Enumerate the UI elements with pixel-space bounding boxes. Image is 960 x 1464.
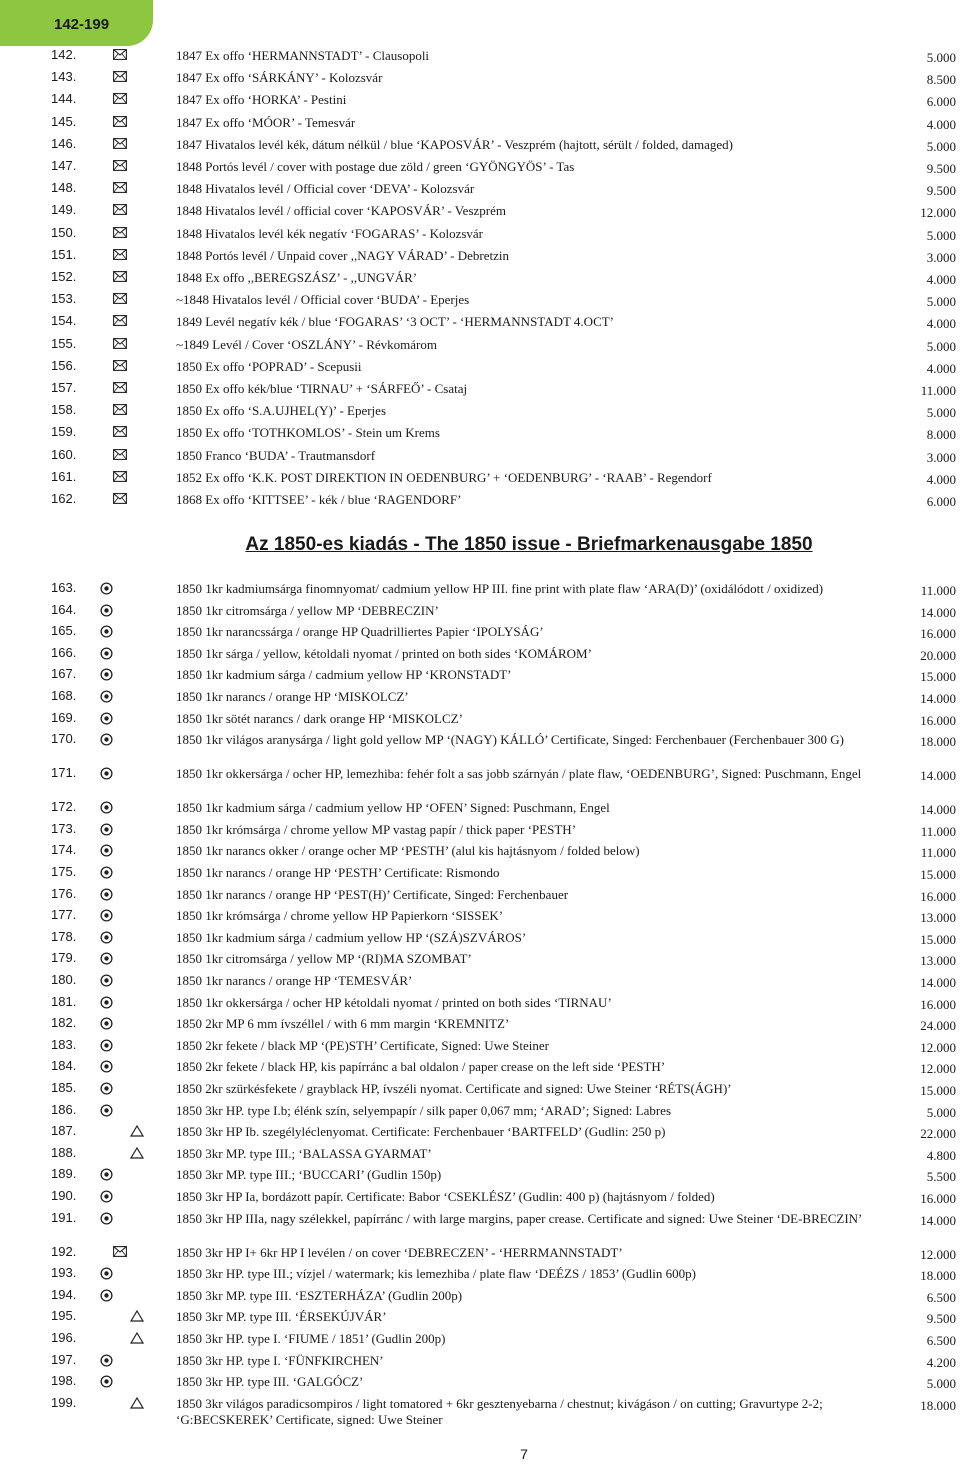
lot-row [0,48,960,70]
lot-number: 159. [51,424,77,440]
envelope-icon [113,204,129,217]
envelope-icon [113,382,129,395]
lot-price: 9.500 [926,183,956,199]
lot-row [0,337,960,359]
lot-description: 1850 3kr MP. type III. ‘ESZTERHÁZA’ (Gudlin 200p) [176,1287,463,1303]
lot-number: 181. [51,993,77,1009]
lot-number: 145. [51,113,77,129]
unused-triangle-icon [130,1125,146,1138]
lot-number: 165. [51,623,77,639]
lot-price: 3.000 [926,449,956,465]
lot-row [0,822,960,844]
lot-price: 15.000 [920,669,956,685]
lot-price: 15.000 [920,867,956,882]
lot-number: 153. [51,291,77,307]
postmark-circle-icon [100,604,116,617]
envelope-icon [113,227,129,240]
unused-triangle-icon [130,1332,146,1345]
lot-number: 180. [51,972,77,987]
lot-price: 5.000 [926,138,956,154]
lot-description: 1850 1kr kadmium sárga / cadmium yellow HP ‘(SZÁ)SZVÁROS’ [176,929,527,945]
lot-number: 176. [51,885,77,901]
postmark-circle-icon [100,996,116,1009]
lot-description: 1848 Hivatalos levél / official cover ‘KAPOSVÁR’ - Veszprém [176,203,506,219]
lot-description: 1848 Portós levél / cover with postage due zöld / green ‘GYÖNGYÖS’ - Tas [176,159,575,174]
lot-number: 155. [51,335,77,351]
lot-description: 1850 1kr narancs / orange HP ‘PESTH’ Certificate: Rismondo [176,865,500,880]
lot-number: 183. [51,1036,77,1052]
lot-number: 172. [51,799,77,815]
lot-row [0,203,960,225]
envelope-icon [113,426,129,439]
lot-row [0,448,960,470]
lot-row [0,603,960,625]
lot-price: 4.800 [926,1147,956,1163]
lot-price: 11.000 [920,823,956,839]
lot-row [0,667,960,689]
lot-price: 5.000 [926,50,956,65]
envelope-icon [113,182,129,195]
lot-description: 1850 3kr HP. type III. ‘GALGÓCZ’ [176,1374,364,1390]
postmark-circle-icon [100,1168,116,1181]
lot-number: 178. [51,928,77,944]
lot-description: 1850 1kr kadmium sárga / cadmium yellow HP ‘OFEN’ Signed: Puschmann, Engel [176,800,610,816]
lot-price: 5.000 [926,227,956,243]
lot-price: 14.000 [920,768,956,784]
lot-row [0,1245,960,1267]
unused-triangle-icon [130,1310,146,1323]
lot-price: 5.000 [926,338,956,354]
lot-price: 3.000 [926,249,956,265]
lot-description: 1850 1kr narancssárga / orange HP Quadrilliertes Papier ‘IPOLYSÁG’ [176,624,544,640]
lot-description: 1850 2kr fekete / black MP ‘(PE)STH’ Certificate, Signed: Uwe Steiner [176,1037,549,1053]
lot-row [0,843,960,865]
lot-row [0,359,960,381]
page-number: 7 [520,1446,528,1462]
lot-description: 1850 3kr HP. type I. ‘FÜNFKIRCHEN’ [176,1352,384,1368]
lot-row [0,887,960,909]
lot-number: 162. [51,491,77,506]
lot-number: 179. [51,950,77,966]
postmark-circle-icon [100,668,116,681]
postmark-circle-icon [100,888,116,901]
lot-row [0,92,960,114]
envelope-icon [113,1246,129,1259]
lot-price: 11.000 [920,583,956,598]
lot-row [0,973,960,995]
lot-row [0,1103,960,1125]
lot-row [0,766,960,800]
lot-description: 1850 2kr MP 6 mm ívszéllel / with 6 mm margin ‘KREMNITZ’ [176,1016,510,1032]
lot-price: 11.000 [920,845,956,861]
lot-number: 169. [51,709,77,725]
lot-description: 1850 3kr HP. type III.; vízjel / watermark; kis lemezhiba / plate flaw ‘DEÉZS / 1853’ (Gudlin 600p) [176,1266,696,1282]
lot-number: 189. [51,1166,77,1182]
lot-row [0,1016,960,1038]
lot-description: 1850 Franco ‘BUDA’ - Trautmansdorf [176,447,376,463]
lot-price: 14.000 [920,802,956,818]
lot-price: 15.000 [920,931,956,947]
lot-row [0,270,960,292]
lot-description: 1850 3kr HP. type I.b; élénk szín, selyempapír / silk paper 0,067 mm; ‘ARAD’; Signed: Labres [176,1102,672,1118]
lot-price: 6.000 [926,94,956,110]
lot-price: 16.000 [920,626,956,642]
lot-description: 1868 Ex offo ‘KITTSEE’ - kék / blue ‘RAGENDORF’ [176,492,462,507]
lot-number: 196. [51,1330,77,1345]
lot-description: 1847 Ex offo ‘HORKA’ - Pestini [176,92,347,108]
lot-description: 1847 Ex offo ‘SÁRKÁNY’ - Kolozsvár [176,70,383,86]
postmark-circle-icon [100,625,116,638]
lot-description: 1850 3kr MP. type III. ‘ÉRSEKÚJVÁR’ [176,1309,387,1325]
lot-number: 174. [51,842,77,858]
lot-description: 1850 1kr világos aranysárga / light gold yellow MP ‘(NAGY) KÁLLÓ’ Certificate, Singed: Ferchenbauer (Ferchenbauer 300 G) [176,732,844,748]
lot-price: 4.000 [926,471,956,487]
lot-number: 163. [51,580,77,595]
lot-description: 1850 1kr narancs / orange HP ‘MISKOLCZ’ [176,689,409,704]
lot-number: 194. [51,1286,77,1302]
lot-price: 12.000 [920,1039,956,1055]
lot-description: 1848 Hivatalos levél kék negatív ‘FOGARAS’ - Kolozsvár [176,225,484,241]
lot-number: 197. [51,1351,77,1367]
lot-price: 14.000 [920,691,956,706]
lot-row [0,1059,960,1081]
lot-price: 4.000 [926,316,956,332]
lot-number: 195. [51,1308,77,1324]
lot-price: 13.000 [920,953,956,969]
lot-number: 152. [51,269,77,284]
lot-row [0,292,960,314]
envelope-icon [113,493,129,506]
lot-row [0,70,960,92]
lot-description: 1848 Hivatalos levél / Official cover ‘DEVA’ - Kolozsvár [176,181,475,197]
lot-row [0,930,960,952]
lot-price: 9.500 [926,1311,956,1327]
lot-description: 1850 1kr sárga / yellow, kétoldali nyomat / printed on both sides ‘KOMÁROM’ [176,645,592,661]
lot-row [0,314,960,336]
lot-description: 1849 Levél negatív kék / blue ‘FOGARAS’ ‘3 OCT’ - ‘HERMANNSTADT 4.OCT’ [176,314,615,330]
lot-number: 193. [51,1265,77,1281]
lot-description: 1850 1kr krómsárga / chrome yellow MP vastag papír / thick paper ‘PESTH’ [176,821,577,837]
lot-row [0,1081,960,1103]
postmark-circle-icon [100,974,116,987]
lot-number: 166. [51,644,77,660]
postmark-circle-icon [100,1060,116,1073]
lot-price: 11.000 [920,383,956,398]
lot-description: 1850 Ex offo ‘POPRAD’ - Scepusii [176,358,362,374]
lot-number: 147. [51,158,77,173]
lot-row [0,689,960,711]
lot-price: 5.000 [926,1376,956,1392]
envelope-icon [113,293,129,306]
lot-row [0,646,960,668]
lot-row [0,711,960,733]
lot-row [0,1331,960,1353]
lot-price: 6.000 [926,494,956,509]
lot-row [0,137,960,159]
envelope-icon [113,138,129,151]
lot-description: 1847 Hivatalos levél kék, dátum nélkül / blue ‘KAPOSVÁR’ - Veszprém (hajtott, sérült / folded, damaged) [176,136,733,152]
lot-description: 1850 1kr sötét narancs / dark orange HP ‘MISKOLCZ’ [176,710,463,726]
lot-row [0,732,960,766]
lot-description: 1847 Ex offo ‘HERMANNSTADT’ - Clausopoli [176,48,430,63]
lot-number: 149. [51,202,77,218]
lot-price: 5.000 [926,1104,956,1120]
lot-number: 185. [51,1080,77,1095]
lot-description: 1850 1kr citromsárga / yellow MP ‘DEBRECZIN’ [176,602,439,618]
lot-number: 170. [51,731,77,747]
lot-row [0,908,960,930]
section-heading: Az 1850-es kiadás - The 1850 issue - Briefmarkenausgabe 1850 [245,534,813,555]
lot-row [0,1288,960,1310]
lot-row [0,1211,960,1245]
page-range-label: 142-199 [54,16,110,33]
lot-row [0,115,960,137]
lot-number: 199. [51,1394,77,1410]
lot-description: ~1849 Levél / Cover ‘OSZLÁNY’ - Révkomárom [176,336,437,352]
lot-price: 4.000 [926,116,956,132]
lot-price: 18.000 [920,1397,956,1413]
lot-description: 1850 Ex offo kék/blue ‘TIRNAU’ + ‘SÁRFEŐ’ - Csataj [176,381,468,396]
lot-price: 5.000 [926,405,956,421]
postmark-circle-icon [100,1289,116,1302]
lot-description: 1850 3kr HP I+ 6kr HP I levélen / on cover ‘DEBRECZEN’ - ‘HERRMANNSTADT’ [176,1244,623,1260]
lot-row [0,1396,960,1430]
lot-number: 186. [51,1101,77,1117]
lot-row [0,226,960,248]
lot-row [0,381,960,403]
postmark-circle-icon [100,866,116,879]
lot-description: 1850 3kr világos paradicsompiros / light tomatored + 6kr gesztenyebarna / chestnut; kivágáson / on cutting; Gravurtype 2-2; ‘G:BECSKEREK’ Certificate, signed: Uwe Steiner [176,1395,823,1427]
lot-row [0,159,960,181]
lot-description: 1852 Ex offo ‘K.K. POST DIREKTION IN OEDENBURG’ + ‘OEDENBURG’ - ‘RAAB’ - Regendorf [176,469,712,485]
envelope-icon [113,249,129,262]
lot-price: 20.000 [920,647,956,663]
lot-row [0,995,960,1017]
lot-number: 160. [51,446,77,462]
lot-row [0,1309,960,1331]
lot-number: 144. [51,91,77,107]
lot-price: 9.500 [926,161,956,176]
lot-price: 6.500 [926,1333,956,1348]
lot-description: 1850 1kr narancs / orange HP ‘PEST(H)’ Certificate, Singed: Ferchenbauer [176,886,569,902]
envelope-icon [113,160,129,173]
postmark-circle-icon [100,1104,116,1117]
lot-number: 167. [51,666,77,682]
lot-description: ~1848 Hivatalos levél / Official cover ‘BUDA’ - Eperjes [176,292,470,308]
lot-price: 4.000 [926,272,956,287]
lot-number: 198. [51,1373,77,1389]
lot-number: 158. [51,402,77,418]
envelope-icon [113,71,129,84]
lot-number: 168. [51,688,77,703]
lot-number: 148. [51,180,77,196]
lot-description: 1850 1kr narancs / orange HP ‘TEMESVÁR’ [176,973,413,988]
postmark-circle-icon [100,909,116,922]
lot-row [0,800,960,822]
lot-price: 18.000 [920,1268,956,1284]
envelope-icon [113,116,129,129]
lot-description: 1850 1kr kadmiumsárga finomnyomat/ cadmium yellow HP III. fine print with plate flaw ‘ARA(D)’ (oxidálódott / oxidized) [176,581,824,596]
lot-price: 12.000 [920,1246,956,1262]
lot-number: 157. [51,380,77,395]
postmark-circle-icon [100,1082,116,1095]
lot-description: 1848 Portós levél / Unpaid cover ,,NAGY VÁRAD’ - Debretzin [176,247,509,263]
postmark-circle-icon [100,1375,116,1388]
lot-row [0,1374,960,1396]
postmark-circle-icon [100,733,116,746]
lot-price: 16.000 [920,888,956,904]
lot-row [0,1124,960,1146]
lot-number: 175. [51,864,77,879]
postmark-circle-icon [100,712,116,725]
lot-number: 173. [51,820,77,836]
lot-price: 12.000 [920,1061,956,1077]
lot-row [0,581,960,603]
lot-price: 4.000 [926,360,956,376]
envelope-icon [113,315,129,328]
lot-row [0,1189,960,1211]
lot-description: 1850 2kr fekete / black HP, kis papírránc a bal oldalon / paper crease on the left side ‘PESTH’ [176,1059,666,1075]
lot-price: 14.000 [920,1212,956,1228]
envelope-icon [113,49,129,62]
lot-row [0,951,960,973]
postmark-circle-icon [100,1212,116,1225]
postmark-circle-icon [100,1039,116,1052]
lot-row [0,425,960,447]
page-range-tab [0,0,153,46]
postmark-circle-icon [100,823,116,836]
lot-price: 6.500 [926,1289,956,1305]
lot-price: 8.000 [926,427,956,443]
postmark-circle-icon [100,1354,116,1367]
lot-description: 1850 1kr citromsárga / yellow MP ‘(RI)MA SZOMBAT’ [176,951,472,967]
lot-description: 1850 Ex offo ‘S.A.UJHEL(Y)’ - Eperjes [176,403,386,419]
unused-triangle-icon [130,1147,146,1160]
lot-description: 1850 1kr okkersárga / ocher HP kétoldali nyomat / printed on both sides ‘TIRNAU’ [176,994,612,1010]
lot-price: 14.000 [920,975,956,990]
lot-price: 16.000 [920,996,956,1012]
postmark-circle-icon [100,952,116,965]
lot-description: 1850 1kr narancs okker / orange ocher MP ‘PESTH’ (alul kis hajtásnyom / folded below) [176,843,640,859]
lot-description: 1850 Ex offo ‘TOTHKOMLOS’ - Stein um Krems [176,425,440,441]
lot-price: 16.000 [920,712,956,728]
lot-price: 13.000 [920,910,956,926]
postmark-circle-icon [100,1017,116,1030]
lot-row [0,1266,960,1288]
lot-row [0,624,960,646]
lot-description: 1850 3kr HP IIIa, nagy szélekkel, papírránc / with large margins, paper crease. Certificate and signed: Uwe Steiner ‘DE-BRECZIN’ [176,1210,863,1226]
lot-price: 22.000 [920,1126,956,1142]
lot-price: 5.000 [926,294,956,310]
lot-description: 1850 2kr szürkésfekete / grayblack HP, ívszéli nyomat. Certificate and signed: Uwe Steiner ‘RÉTS(ÁGH)’ [176,1081,732,1096]
lot-number: 171. [51,765,77,781]
lot-description: 1850 3kr HP Ib. szegélyléclenyomat. Certificate: Ferchenbauer ‘BARTFELD’ (Gudlin: 250 p) [176,1124,666,1140]
lot-number: 191. [51,1209,77,1225]
lot-price: 5.500 [926,1169,956,1185]
lot-number: 182. [51,1015,77,1031]
lot-number: 161. [51,468,77,484]
lot-row [0,403,960,425]
postmark-circle-icon [100,582,116,595]
postmark-circle-icon [100,931,116,944]
lot-row [0,248,960,270]
lot-description: 1850 3kr MP. type III.; ‘BUCCARI’ (Gudlin 150p) [176,1167,442,1183]
lot-row [0,865,960,887]
lot-description: 1847 Ex offo ‘MÓOR’ - Temesvár [176,114,356,130]
postmark-circle-icon [100,767,116,780]
lot-description: 1850 3kr HP Ia, bordázott papír. Certificate: Babor ‘CSEKLÉSZ’ (Gudlin: 400 p) (hajtásnyom / folded) [176,1189,715,1204]
lot-number: 151. [51,246,77,262]
lot-row [0,470,960,492]
lot-description: 1850 3kr MP. type III.; ‘BALASSA GYARMAT’ [176,1145,432,1161]
envelope-icon [113,404,129,417]
lot-number: 156. [51,357,77,373]
lot-price: 18.000 [920,734,956,750]
lot-number: 190. [51,1188,77,1203]
lot-number: 146. [51,135,77,151]
lot-row [0,492,960,514]
envelope-icon [113,449,129,462]
lot-number: 177. [51,907,77,923]
lot-row [0,181,960,203]
envelope-icon [113,93,129,106]
lot-description: 1850 1kr okkersárga / ocher HP, lemezhiba: fehér folt a sas jobb szárnyán / plate flaw, ‘OEDENBURG’, Signed: Puschmann, Engel [176,766,862,782]
unused-triangle-icon [130,1397,146,1410]
lot-number: 150. [51,224,77,240]
lot-price: 16.000 [920,1191,956,1206]
lot-number: 192. [51,1243,77,1259]
lot-row [0,1146,960,1168]
lot-number: 187. [51,1123,77,1139]
lot-row [0,1167,960,1189]
lot-description: 1850 3kr HP. type I. ‘FIUME / 1851’ (Gudlin 200p) [176,1331,446,1346]
postmark-circle-icon [100,844,116,857]
lot-price: 15.000 [920,1083,956,1098]
postmark-circle-icon [100,647,116,660]
postmark-circle-icon [100,690,116,703]
lot-description: 1850 1kr krómsárga / chrome yellow HP Papierkorn ‘SISSEK’ [176,908,504,924]
lot-number: 184. [51,1058,77,1074]
lot-price: 24.000 [920,1018,956,1034]
envelope-icon [113,360,129,373]
lot-price: 12.000 [920,205,956,221]
lot-number: 143. [51,69,77,85]
lot-row [0,1353,960,1375]
lot-price: 4.200 [926,1354,956,1370]
postmark-circle-icon [100,1267,116,1280]
envelope-icon [113,338,129,351]
lot-number: 142. [51,47,77,62]
envelope-icon [113,271,129,284]
lot-price: 14.000 [920,604,956,620]
lot-number: 154. [51,313,77,329]
envelope-icon [113,471,129,484]
lot-number: 188. [51,1144,77,1160]
postmark-circle-icon [100,801,116,814]
postmark-circle-icon [100,1190,116,1203]
lot-price: 8.500 [926,72,956,88]
lot-description: 1848 Ex offo ,,BEREGSZÁSZ’ - ,,UNGVÁR’ [176,270,418,285]
lot-description: 1850 1kr kadmium sárga / cadmium yellow HP ‘KRONSTADT’ [176,667,512,683]
lot-row [0,1038,960,1060]
lot-number: 164. [51,601,77,617]
